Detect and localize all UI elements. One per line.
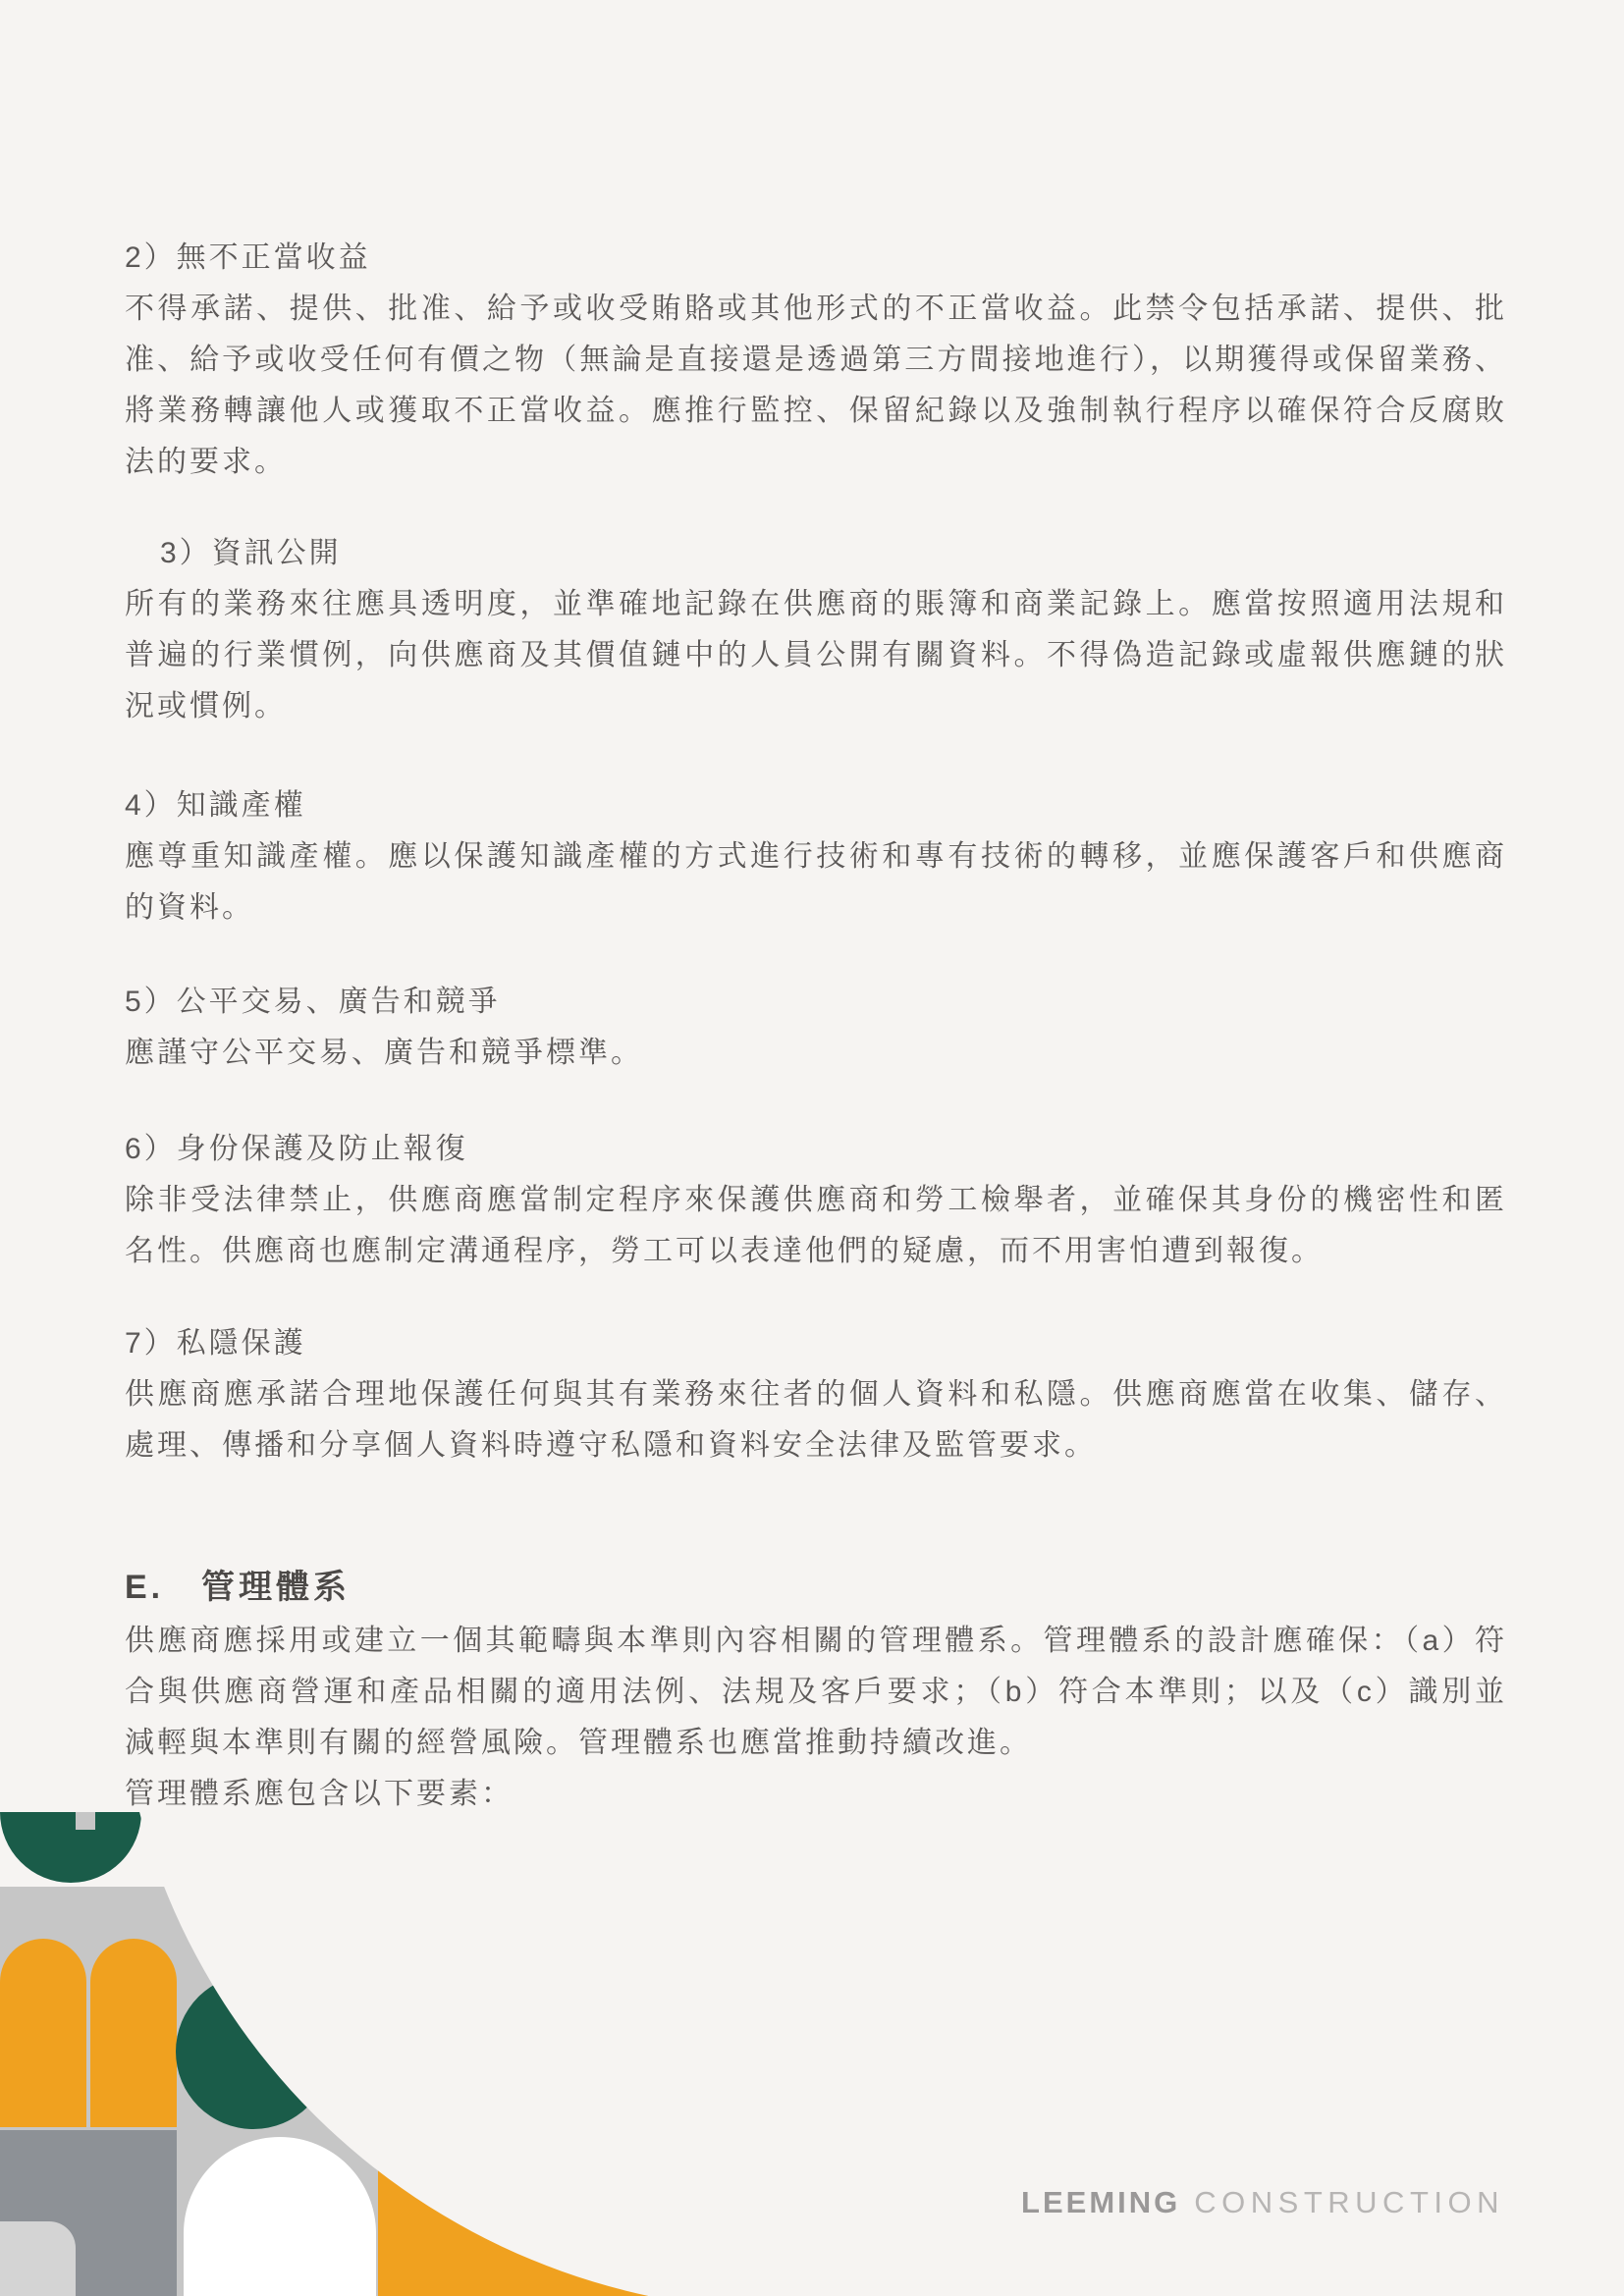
section-6-heading: 6）身份保護及防止報復 bbox=[125, 1133, 468, 1165]
section-e-body: 供應商應採用或建立一個其範疇與本準則內容相關的管理體系。管理體系的設計應確保：（a）符合與供應商營運和產品相關的適用法例、法規及客戶要求；（b）符合本準則；以及（c）識別並減輕與本準則有關的經營風險。管理體系也應當推動持續改進。 bbox=[125, 1625, 1507, 1759]
section-2-body: 不得承諾、提供、批准、給予或收受賄賂或其他形式的不正當收益。此禁令包括承諾、提供、批准、給予或收受任何有價之物（無論是直接還是透過第三方間接地進行），以期獲得或保留業務、將業務轉讓他人或獲取不正當收益。應推行監控、保留紀錄以及強制執行程序以確保符合反腐敗法的要求。 bbox=[125, 293, 1507, 478]
logo-wordmark: LEEMING bbox=[1021, 2185, 1181, 2219]
section-4 bbox=[125, 780, 1507, 934]
section-3 bbox=[125, 528, 1507, 732]
section-3-body: 所有的業務來往應具透明度，並準確地記錄在供應商的賬簿和商業記錄上。應當按照適用法規和普遍的行業慣例，向供應商及其價值鏈中的人員公開有關資料。不得偽造記錄或虛報供應鏈的狀況或慣例。 bbox=[125, 588, 1507, 722]
section-4-body: 應尊重知識產權。應以保護知識產權的方式進行技術和專有技術的轉移，並應保護客戶和供應商的資料。 bbox=[125, 840, 1507, 924]
gray-tile-light bbox=[0, 2221, 76, 2296]
section-5 bbox=[125, 977, 1507, 1079]
section-6 bbox=[125, 1124, 1507, 1277]
green-semicircle-top bbox=[0, 1812, 141, 1883]
section-3-heading: 3）資訊公開 bbox=[160, 537, 342, 569]
section-e-title: 管理體系 bbox=[201, 1569, 351, 1606]
section-e-heading bbox=[125, 1559, 1507, 1616]
section-2-heading: 2）無不正當收益 bbox=[125, 241, 371, 274]
section-7-body: 供應商應承諾合理地保護任何與其有業務來往者的個人資料和私隱。供應商應當在收集、儲存、處理、傳播和分享個人資料時遵守私隱和資料安全法律及監管要求。 bbox=[125, 1378, 1507, 1462]
section-e-body2: 管理體系應包含以下要素： bbox=[125, 1778, 514, 1810]
gray-notch bbox=[76, 1812, 95, 1830]
document-content bbox=[125, 233, 1507, 1820]
section-5-heading: 5）公平交易、廣告和競爭 bbox=[125, 986, 501, 1018]
company-logo bbox=[1021, 2185, 1504, 2220]
orange-arch-right bbox=[90, 1939, 177, 2127]
section-e-label: E. bbox=[125, 1569, 165, 1606]
section-6-body: 除非受法律禁止，供應商應當制定程序來保護供應商和勞工檢舉者，並確保其身份的機密性和匿名性。供應商也應制定溝通程序，勞工可以表達他們的疑慮，而不用害怕遭到報復。 bbox=[125, 1184, 1507, 1267]
section-7 bbox=[125, 1318, 1507, 1471]
section-5-body: 應謹守公平交易、廣告和競爭標準。 bbox=[125, 1037, 643, 1069]
section-7-heading: 7）私隱保護 bbox=[125, 1327, 306, 1360]
logo-suffix: CONSTRUCTION bbox=[1194, 2185, 1504, 2219]
section-2 bbox=[125, 233, 1507, 488]
section-4-heading: 4）知識產權 bbox=[125, 789, 306, 822]
orange-arch-left bbox=[0, 1939, 86, 2127]
section-e bbox=[125, 1559, 1507, 1820]
